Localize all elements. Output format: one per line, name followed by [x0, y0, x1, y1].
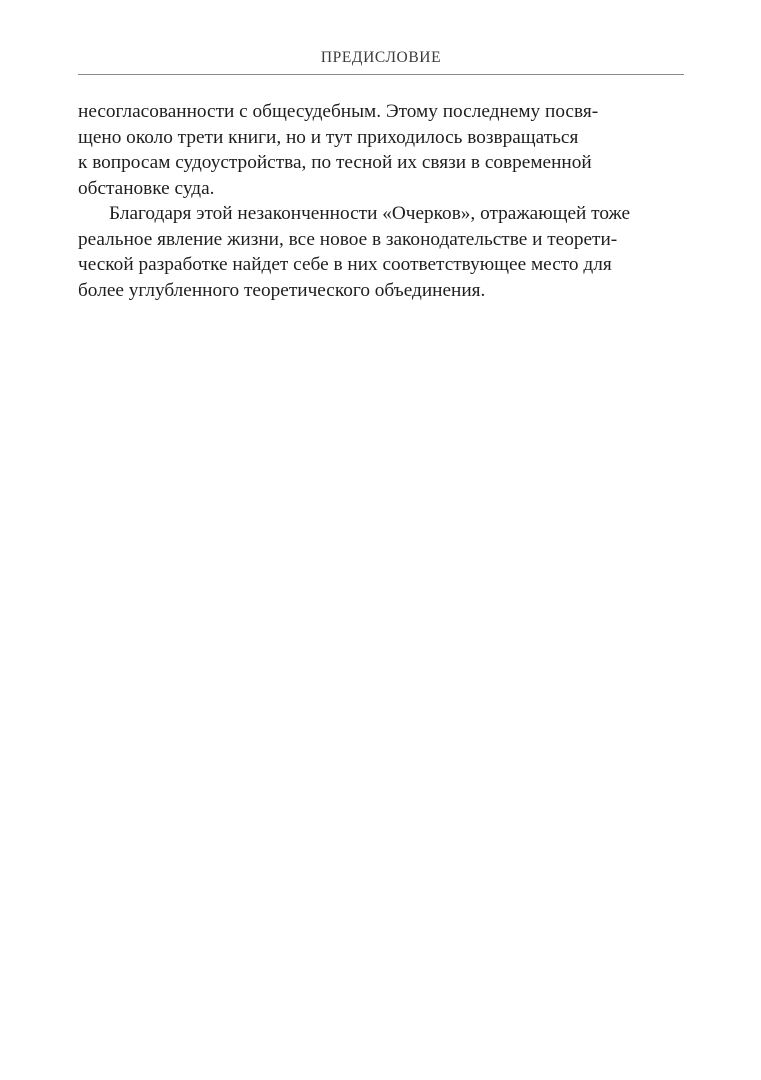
text-line: ческой разработке найдет себе в них соответствующее место для	[78, 254, 612, 275]
text-line: реальное явление жизни, все новое в законодательстве и теорети-	[78, 228, 618, 250]
header-divider	[78, 74, 684, 75]
text-line: более углубленного теоретического объединения.	[78, 279, 486, 301]
paragraph-2	[78, 201, 686, 303]
running-header-title: ПРЕДИСЛОВИЕ	[320, 49, 442, 66]
text-line: щено около трети книги, но и тут приходилось возвращаться	[78, 126, 579, 148]
text-line: несогласованности с общесудебным. Этому последнему посвя-	[78, 101, 599, 122]
text-line: Благодаря этой незаконченности «Очерков», отражающей тоже	[109, 203, 631, 224]
text-line: обстановке суда.	[78, 177, 215, 199]
text-line: к вопросам судоустройства, по тесной их связи в современной	[78, 152, 592, 173]
paragraph-1	[78, 99, 686, 201]
body-text	[78, 99, 686, 303]
